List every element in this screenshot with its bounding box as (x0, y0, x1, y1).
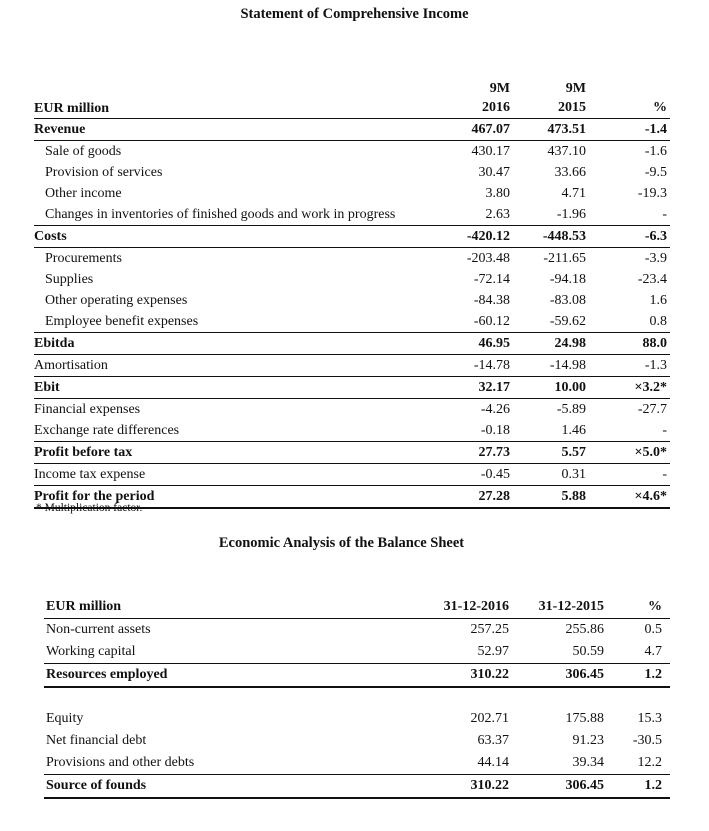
table-row: Profit before tax 27.73 5.57 ×5.0* (34, 442, 670, 464)
table-header (34, 70, 670, 119)
table-row: Sale of goods 430.17 437.10 -1.6 (45, 144, 667, 159)
table-row: Exchange rate differences -0.18 1.46 - (34, 420, 670, 442)
table-row: Employee benefit expenses -60.12 -59.62 0.8 (34, 311, 670, 333)
column-header-9m-2016: 9M 2016 (482, 81, 510, 115)
table-row: Other operating expenses -84.38 -83.08 1.6 (45, 293, 667, 308)
income-statement-title: Statement of Comprehensive Income (240, 6, 469, 22)
column-header-2016: 31-12-2016 (443, 599, 509, 614)
table-row: Changes in inventories of finished goods and work in progress 2.63 -1.96 - (34, 204, 670, 226)
table-row-total: Source of founds 310.22 306.45 1.2 (44, 775, 670, 799)
table-row: Ebitda 46.95 24.98 88.0 (34, 333, 670, 355)
column-header-percent: % (648, 599, 662, 614)
balance-sheet-table (44, 596, 670, 799)
balance-sheet-title: Economic Analysis of the Balance Sheet (218, 535, 465, 551)
spacer (44, 688, 670, 708)
table-row: Provisions and other debts 44.14 39.34 12.2 (44, 752, 670, 775)
table-row: Revenue 467.07 473.51 -1.4 (34, 119, 670, 141)
table-row: Provision of services 30.47 33.66 -9.5 (45, 165, 667, 180)
table-row: Equity 202.71 175.88 15.3 (46, 711, 662, 726)
table-row: Procurements -203.48 -211.65 -3.9 (45, 251, 667, 266)
table-row: Financial expenses -4.26 -5.89 -27.7 (34, 402, 667, 417)
table-header (44, 596, 670, 619)
column-header-9m-2015: 9M 2015 (558, 81, 586, 115)
unit-label: EUR million (34, 101, 110, 116)
table-row: Working capital 52.97 50.59 4.7 (44, 641, 670, 664)
table-row: Amortisation -14.78 -14.98 -1.3 (34, 355, 670, 377)
column-header-percent: % (653, 100, 667, 115)
footnote: * Multiplication factor. (36, 502, 143, 514)
table-row: Supplies -72.14 -94.18 -23.4 (45, 272, 667, 287)
table-row: Net financial debt 63.37 91.23 -30.5 (46, 733, 662, 748)
table-row: Costs -420.12 -448.53 -6.3 (34, 226, 670, 248)
table-row-total: Resources employed 310.22 306.45 1.2 (44, 664, 670, 688)
unit-label: EUR million (46, 599, 122, 614)
income-statement-table (34, 70, 670, 509)
table-row: Non-current assets 257.25 255.86 0.5 (46, 622, 662, 637)
table-row-total: Profit for the period 27.28 5.88 ×4.6* (34, 486, 670, 509)
table-row: Ebit 32.17 10.00 ×3.2* (34, 377, 670, 399)
table-row: Other income 3.80 4.71 -19.3 (45, 186, 667, 201)
table-row: Income tax expense -0.45 0.31 - (34, 464, 670, 486)
column-header-2015: 31-12-2015 (538, 599, 604, 614)
